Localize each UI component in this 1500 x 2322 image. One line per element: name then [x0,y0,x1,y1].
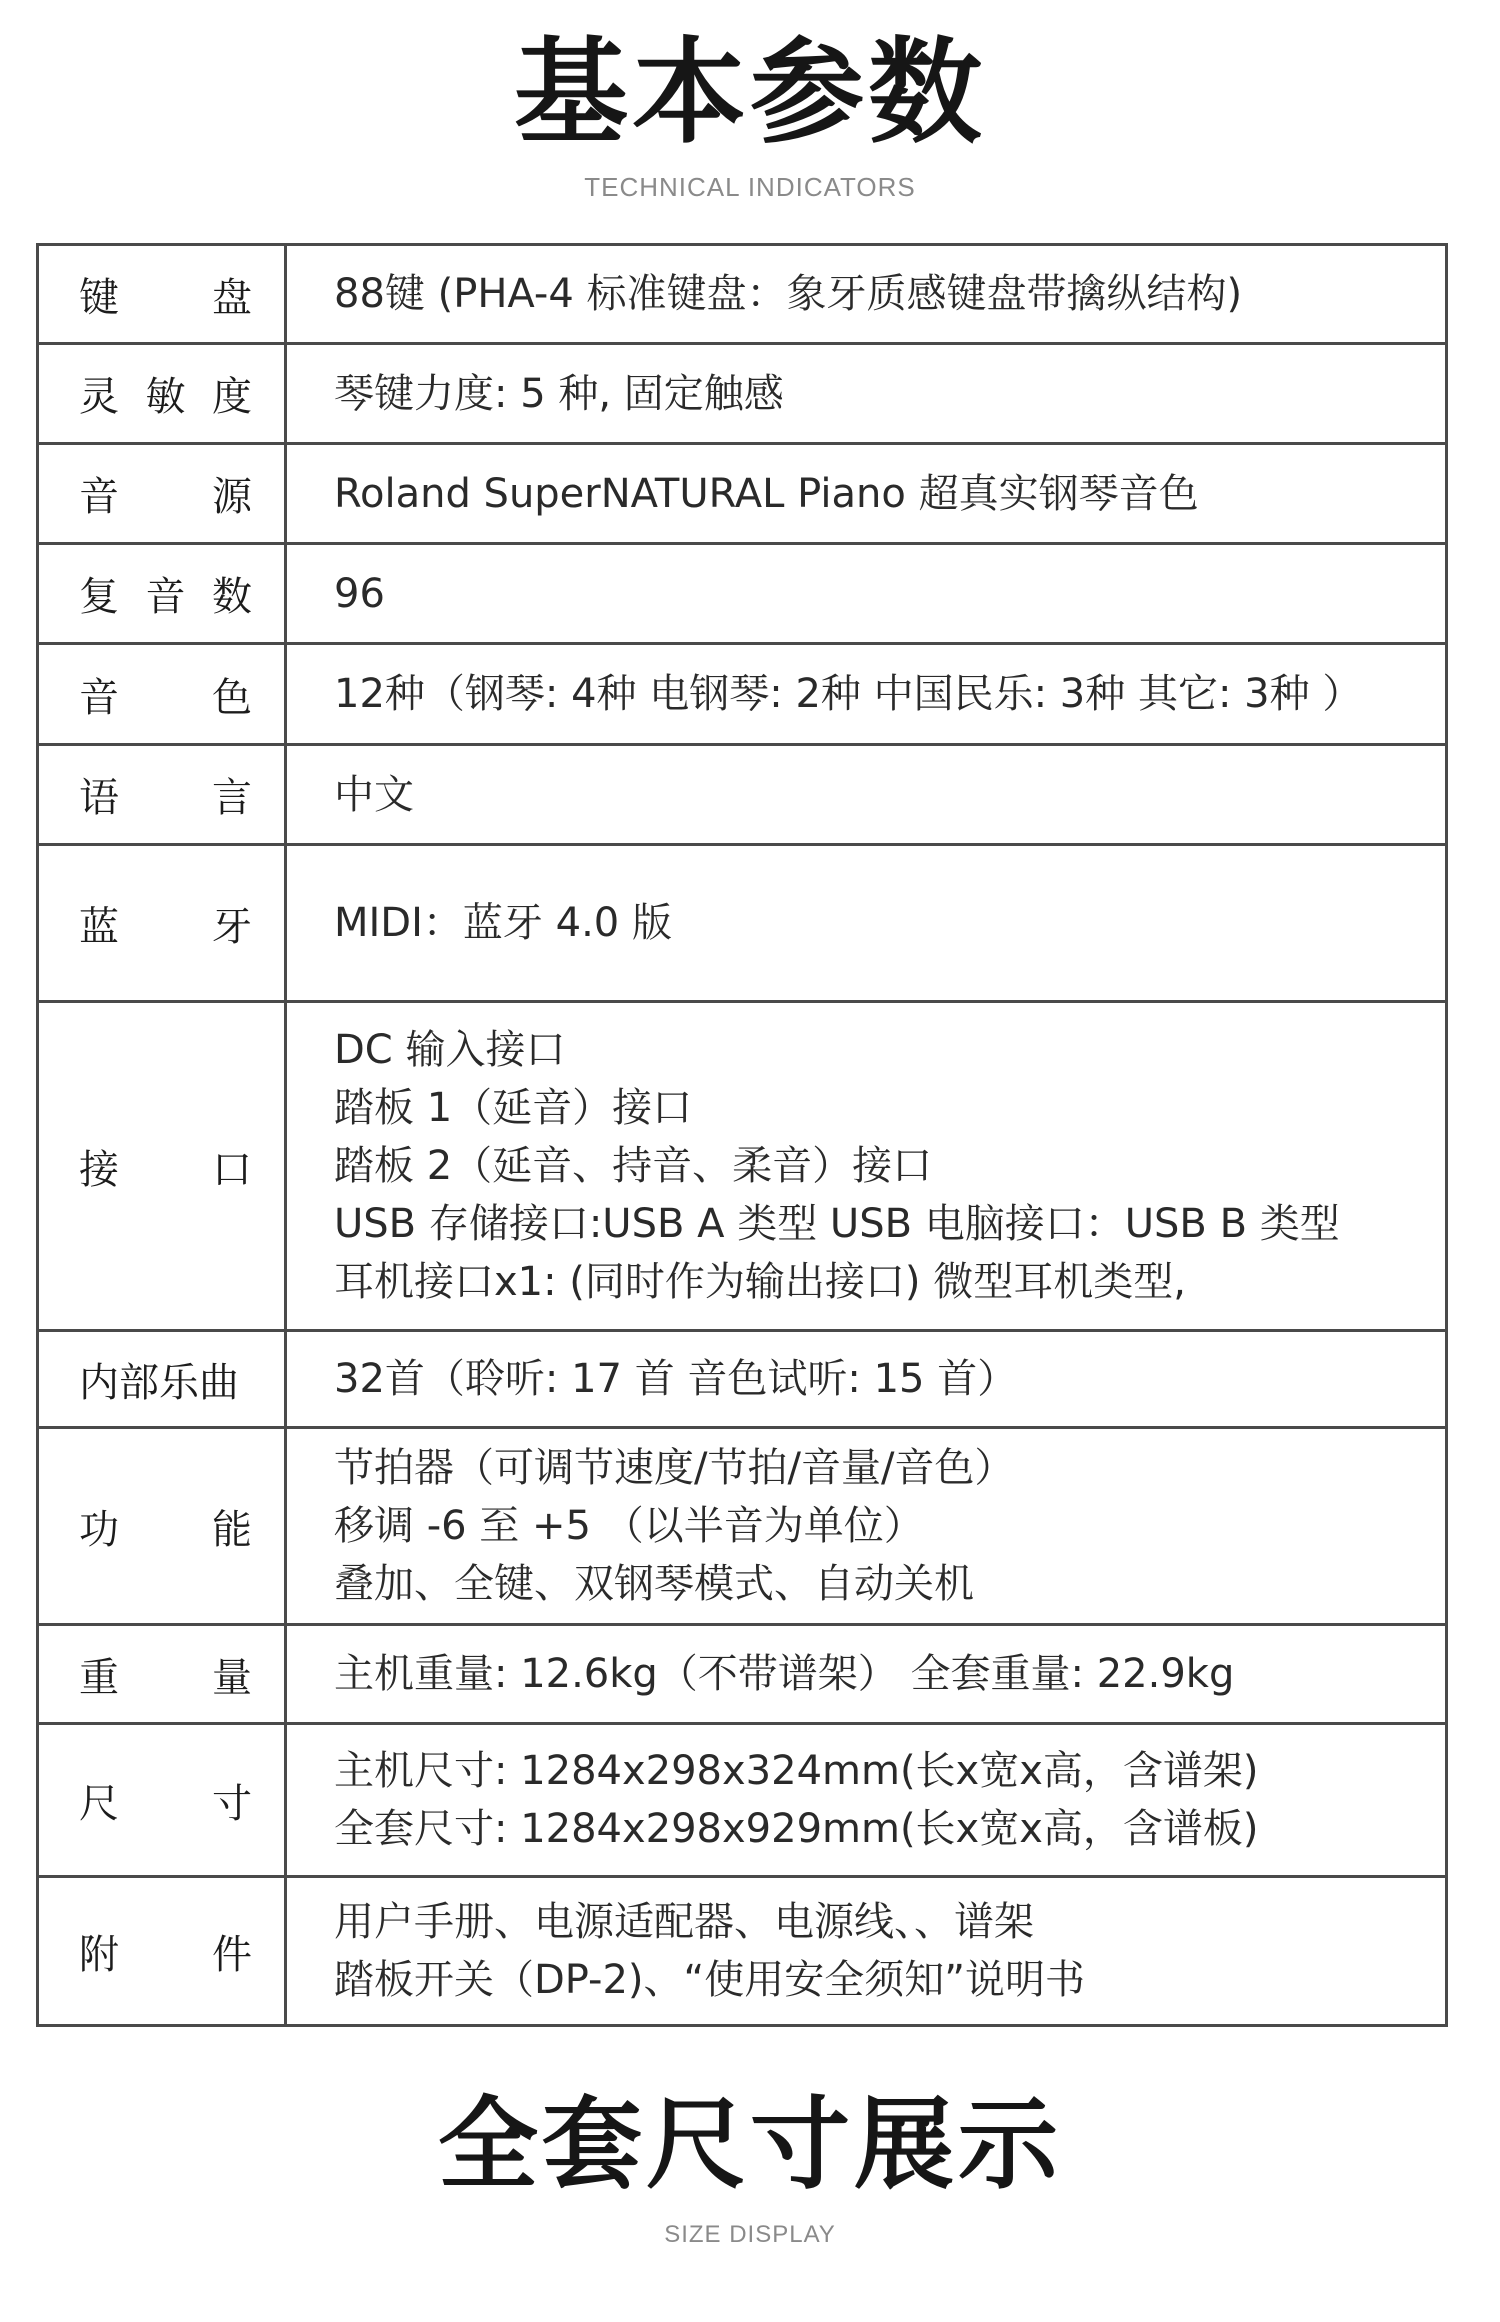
spec-label-char: 口 [212,1146,252,1193]
spec-label-char: 源 [212,474,252,520]
spec-value [286,1877,1447,2026]
spec-value-line: 32首（聆听: 17 首 音色试听: 15 首） [334,1356,1018,1402]
spec-value-line: MIDI：蓝牙 4.0 版 [334,900,672,946]
spec-value-line: Roland SuperNATURAL Piano 超真实钢琴音色 [334,470,1199,517]
spec-label-char: 键 [79,274,119,321]
spec-label-char: 言 [212,775,252,821]
spec-value [286,644,1447,745]
section-subtitle: TECHNICAL INDICATORS [584,172,916,202]
spec-label-char: 重 [79,1654,119,1701]
spec-value [286,1724,1447,1877]
spec-label-char: 接 [79,1146,119,1193]
spec-value-line: 踏板 2（延音、持音、柔音）接口 [334,1143,933,1189]
spec-value-line: 耳机接口x1: (同时作为输出接口) 微型耳机类型, [334,1259,1186,1305]
spec-label-char: 量 [212,1654,252,1701]
spec-label-char: 音 [145,574,186,620]
spec-label-char: 音 [79,674,119,721]
spec-label-char: 尺 [79,1780,119,1827]
spec-label [38,644,286,745]
spec-value-line: DC 输入接口 [334,1027,566,1073]
spec-value-line: USB 存储接口:USB A 类型 USB 电脑接口：USB B 类型 [334,1201,1340,1247]
spec-label [38,245,286,344]
spec-value-line: 中文 [334,771,414,818]
spec-label-char: 内部乐曲 [79,1359,239,1406]
spec-row [38,1877,1447,2026]
spec-label [38,1724,286,1877]
spec-label-char: 灵 [79,374,119,420]
spec-table [36,243,1448,2027]
spec-value [286,1002,1447,1331]
spec-label-char: 音 [79,474,119,520]
spec-label-char: 复 [79,574,119,620]
spec-label-char: 件 [212,1931,252,1978]
spec-label-char: 度 [212,374,252,420]
spec-label-char: 语 [79,775,119,821]
spec-value-line: 用户手册、电源适配器、电源线、、谱架 [334,1899,1034,1945]
spec-row [38,444,1447,544]
spec-label-char: 数 [212,574,252,620]
spec-value-line: 12种（钢琴: 4种 电钢琴: 2种 中国民乐: 3种 其它: 3种 ） [334,671,1363,717]
spec-label [38,745,286,845]
spec-label [38,444,286,544]
spec-label [38,1002,286,1331]
spec-row [38,1002,1447,1331]
spec-value-line: 踏板开关（DP-2)、“使用安全须知”说明书 [334,1957,1085,2003]
spec-row [38,1625,1447,1724]
section-title: 基本参数 [513,26,986,159]
spec-label-char: 敏 [145,374,186,420]
spec-label [38,845,286,1002]
spec-label-char: 能 [212,1506,252,1553]
spec-row [38,745,1447,845]
spec-row [38,245,1447,344]
spec-value-line: 节拍器（可调节速度/节拍/音量/音色） [334,1445,1015,1491]
spec-label-char: 功 [79,1506,119,1553]
spec-row [38,845,1447,1002]
spec-label-char: 盘 [212,274,252,321]
spec-value [286,444,1447,544]
spec-value-line: 移调 -6 至 +5 （以半音为单位） [334,1503,924,1549]
spec-label-char: 寸 [212,1780,252,1827]
spec-label-char: 蓝 [79,903,119,950]
section-header [0,26,1500,202]
spec-label-char: 色 [212,674,252,721]
spec-row [38,1428,1447,1625]
spec-value [286,1331,1447,1428]
spec-label [38,1625,286,1724]
spec-label [38,344,286,444]
spec-row [38,544,1447,644]
spec-value [286,245,1447,344]
spec-value-line: 叠加、全键、双钢琴模式、自动关机 [334,1561,974,1607]
spec-value-line: 主机重量: 12.6kg（不带谱架） 全套重量: 22.9kg [334,1651,1235,1697]
spec-value [286,544,1447,644]
spec-label [38,1877,286,2026]
spec-label-char: 牙 [212,903,252,950]
spec-value-line: 琴键力度: 5 种, 固定触感 [334,370,784,417]
spec-value-line: 88键 (PHA-4 标准键盘：象牙质感键盘带擒纵结构) [334,271,1243,317]
spec-label [38,1331,286,1428]
spec-value [286,1428,1447,1625]
spec-table-body [38,245,1447,2026]
spec-value [286,745,1447,845]
spec-row [38,644,1447,745]
size-display-title: 全套尺寸展示 [438,2086,1062,2203]
spec-row [38,1331,1447,1428]
spec-value [286,845,1447,1002]
size-display-subtitle: SIZE DISPLAY [664,2221,836,2248]
spec-value [286,1625,1447,1724]
size-display-header [0,2086,1500,2248]
spec-value-line: 主机尺寸: 1284x298x324mm(长x宽x高，含谱架) [334,1748,1259,1794]
spec-row [38,344,1447,444]
spec-label-char: 附 [79,1931,119,1978]
spec-value-line: 全套尺寸: 1284x298x929mm(长x宽x高，含谱板) [334,1806,1259,1852]
spec-value [286,344,1447,444]
spec-label [38,1428,286,1625]
spec-value-line: 踏板 1（延音）接口 [334,1085,693,1131]
spec-label [38,544,286,644]
spec-row [38,1724,1447,1877]
spec-value-line: 96 [334,570,385,617]
